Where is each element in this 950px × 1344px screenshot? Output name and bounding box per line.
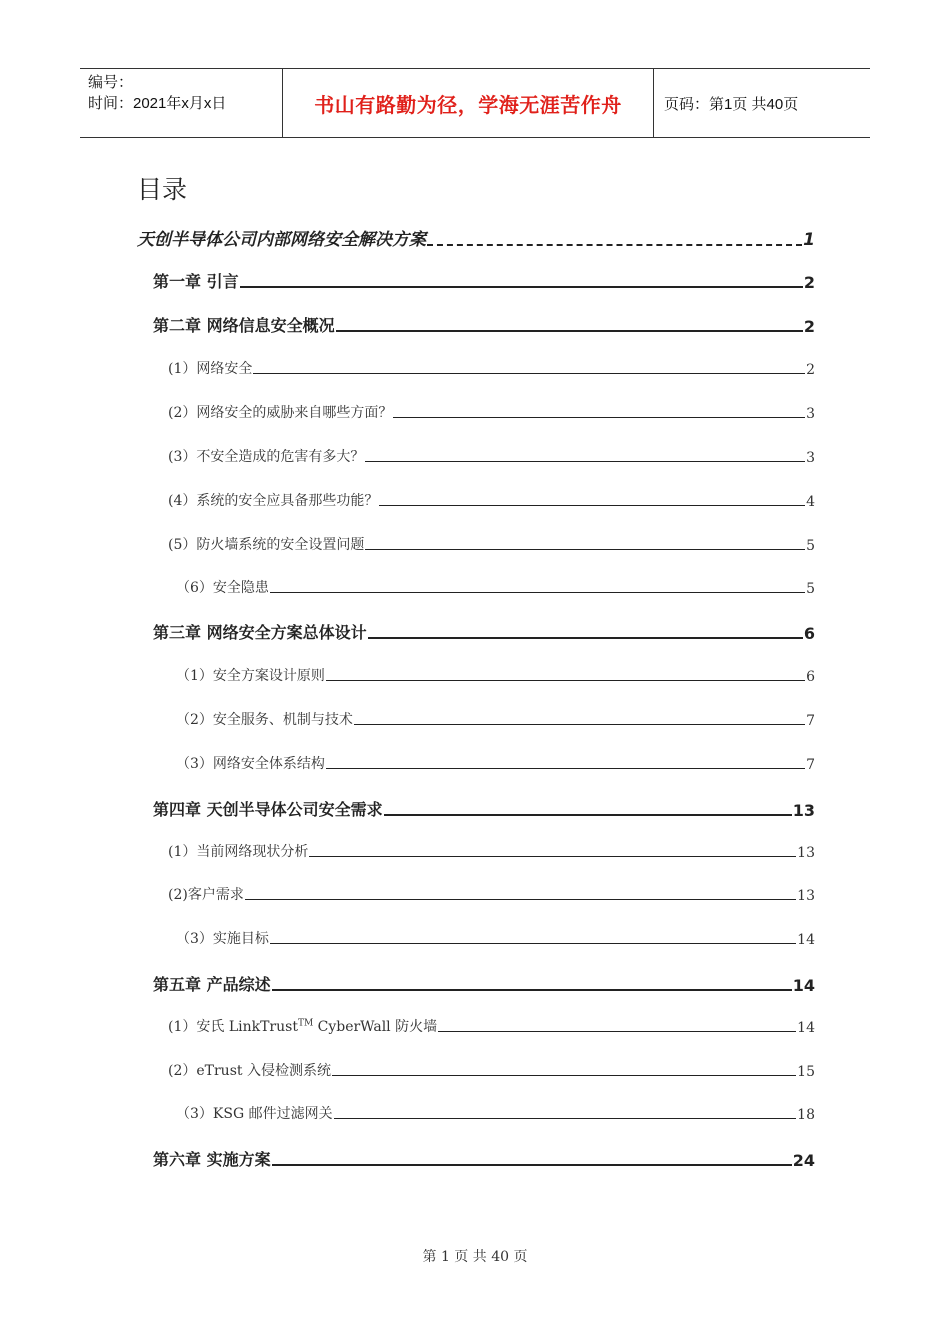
toc-entry-section[interactable] bbox=[168, 358, 815, 378]
toc-entry-text-part: (1）安氏 LinkTrust bbox=[168, 1019, 298, 1035]
toc-page-number: 5 bbox=[806, 581, 815, 597]
trademark-superscript: TM bbox=[297, 1018, 314, 1029]
toc-entry-chapter[interactable] bbox=[153, 797, 815, 820]
toc-entry-text: 第六章 实施方案 bbox=[153, 1150, 271, 1169]
toc-entry-section[interactable] bbox=[168, 534, 815, 554]
toc-entry-text: (1）当前网络现状分析 bbox=[168, 844, 309, 860]
toc-page-number: 6 bbox=[803, 624, 815, 643]
toc-entry-chapter[interactable] bbox=[153, 313, 815, 336]
toc-entry-text: 天创半导体公司内部网络安全解决方案 bbox=[137, 230, 426, 250]
toc-leader bbox=[326, 768, 805, 769]
toc-page-number: 14 bbox=[792, 976, 815, 995]
document-number-label: 编号： bbox=[88, 74, 134, 91]
toc-page-number: 24 bbox=[792, 1151, 815, 1170]
toc-entry-text: （3）KSG 邮件过滤网关 bbox=[176, 1106, 333, 1122]
toc-entry-section[interactable] bbox=[168, 841, 815, 861]
toc-entry-section[interactable] bbox=[176, 665, 815, 685]
toc-entry-text: （1）安全方案设计原则 bbox=[176, 668, 325, 684]
toc-leader bbox=[427, 244, 802, 246]
toc-page-number: 13 bbox=[797, 888, 815, 904]
toc-leader bbox=[240, 286, 803, 288]
header-page-info: 页码：第1页 共40页 bbox=[664, 95, 799, 113]
toc-page-number: 7 bbox=[806, 757, 815, 773]
toc-entry-text bbox=[168, 1016, 437, 1036]
toc-entry-text: (4）系统的安全应具备那些功能？ bbox=[168, 493, 379, 509]
toc-entry-text: (1）网络安全 bbox=[168, 361, 253, 377]
toc-leader bbox=[334, 1118, 797, 1119]
toc-page-number: 14 bbox=[797, 1020, 815, 1036]
toc-leader bbox=[270, 592, 805, 593]
toc-entry-text: 第三章 网络安全方案总体设计 bbox=[153, 623, 367, 642]
toc-entry-chapter[interactable] bbox=[153, 620, 815, 643]
toc-entry-text: (5）防火墙系统的安全设置问题 bbox=[168, 537, 365, 553]
toc-page-number: 3 bbox=[806, 450, 815, 466]
toc-leader bbox=[253, 373, 805, 374]
toc-leader bbox=[245, 899, 796, 900]
toc-page-number: 4 bbox=[806, 494, 815, 510]
toc-leader bbox=[332, 1075, 796, 1076]
toc-page-number: 5 bbox=[806, 538, 815, 554]
toc-page-number: 2 bbox=[803, 273, 815, 292]
header-motto: 书山有路勤为径，学海无涯苦作舟 bbox=[314, 92, 622, 117]
toc-entry-text: (2)客户需求 bbox=[168, 887, 244, 903]
toc-leader bbox=[309, 856, 796, 857]
toc-entry-section[interactable] bbox=[168, 1016, 815, 1036]
toc-page-number: 3 bbox=[806, 406, 815, 422]
toc-leader bbox=[379, 505, 805, 506]
toc-entry-section[interactable] bbox=[168, 402, 815, 422]
toc-entry-section[interactable] bbox=[176, 1103, 815, 1123]
toc-entry-section[interactable] bbox=[176, 753, 815, 773]
toc-entry-text: (2）网络安全的威胁来自哪些方面？ bbox=[168, 405, 393, 421]
toc-entry-section[interactable] bbox=[168, 1060, 815, 1080]
toc-entry-document-title[interactable] bbox=[137, 225, 815, 250]
toc-page-number: 14 bbox=[797, 932, 815, 948]
toc-entry-chapter[interactable] bbox=[153, 269, 815, 292]
toc-entry-text-part: CyberWall 防火墙 bbox=[313, 1019, 438, 1035]
toc-leader bbox=[365, 461, 805, 462]
header-meta bbox=[80, 69, 282, 137]
toc-title: 目录 bbox=[137, 175, 188, 204]
toc-entry-text: （3）网络安全体系结构 bbox=[176, 756, 325, 772]
toc-leader bbox=[326, 680, 805, 681]
toc-leader bbox=[384, 814, 792, 816]
toc-leader bbox=[272, 1164, 792, 1166]
toc-leader bbox=[270, 943, 796, 944]
toc-page-number: 13 bbox=[792, 801, 815, 820]
toc-leader bbox=[438, 1031, 796, 1032]
toc-page-number: 18 bbox=[797, 1107, 815, 1123]
toc-page-number: 2 bbox=[803, 317, 815, 336]
header-motto-cell bbox=[282, 69, 654, 137]
toc-entry-section[interactable] bbox=[176, 577, 815, 597]
toc-page-number: 1 bbox=[803, 230, 815, 250]
toc-page-number: 7 bbox=[806, 713, 815, 729]
toc-page-number: 13 bbox=[797, 845, 815, 861]
toc-entry-text: 第二章 网络信息安全概况 bbox=[153, 316, 335, 335]
toc-entry-section[interactable] bbox=[168, 490, 815, 510]
toc-entry-text: （2）安全服务、机制与技术 bbox=[176, 712, 353, 728]
toc-entry-section[interactable] bbox=[176, 709, 815, 729]
toc-page-number: 2 bbox=[806, 362, 815, 378]
toc-leader bbox=[336, 330, 803, 332]
toc-leader bbox=[365, 549, 805, 550]
toc-entry-section[interactable] bbox=[176, 928, 815, 948]
toc-leader bbox=[368, 637, 803, 639]
document-header bbox=[80, 68, 870, 138]
toc-entry-text: (2）eTrust 入侵检测系统 bbox=[168, 1063, 331, 1079]
toc-entry-text: （6）安全隐患 bbox=[176, 580, 269, 596]
toc-entry-section[interactable] bbox=[168, 884, 815, 904]
page-footer: 第 1 页 共 40 页 bbox=[422, 1249, 528, 1265]
toc-entry-chapter[interactable] bbox=[153, 972, 815, 995]
toc-entry-text: 第五章 产品综述 bbox=[153, 975, 271, 994]
toc-entry-text: 第四章 天创半导体公司安全需求 bbox=[153, 800, 383, 819]
toc-entry-section[interactable] bbox=[168, 446, 815, 466]
document-date: 时间：2021年x月x日 bbox=[88, 95, 227, 112]
toc-entry-text: 第一章 引言 bbox=[153, 272, 239, 291]
toc-entry-text: （3）实施目标 bbox=[176, 931, 269, 947]
toc-page-number: 15 bbox=[797, 1064, 815, 1080]
toc-page-number: 6 bbox=[806, 669, 815, 685]
toc-leader bbox=[393, 417, 805, 418]
header-page-cell bbox=[654, 69, 870, 137]
toc-entry-chapter[interactable] bbox=[153, 1147, 815, 1170]
toc-entry-text: (3）不安全造成的危害有多大？ bbox=[168, 449, 365, 465]
toc-leader bbox=[354, 724, 805, 725]
toc-leader bbox=[272, 989, 792, 991]
